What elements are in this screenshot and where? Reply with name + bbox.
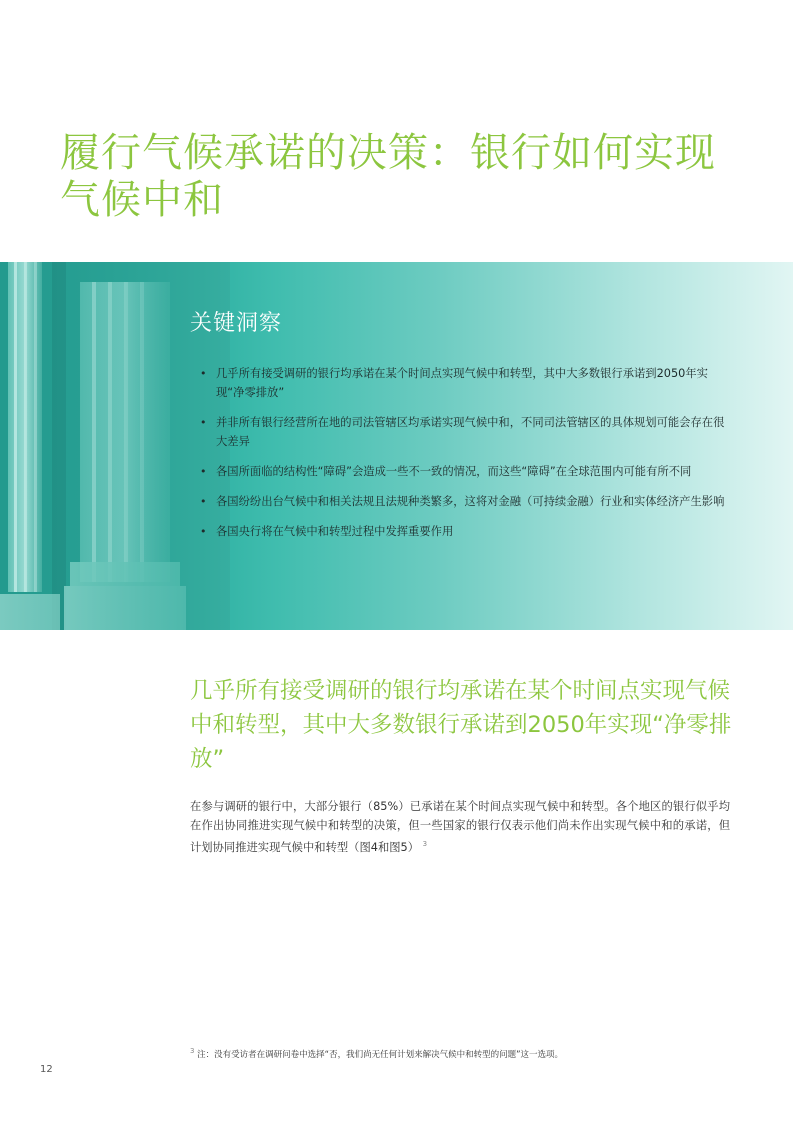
footnote-reference: 3 <box>422 840 428 848</box>
key-insights-panel <box>0 262 793 630</box>
bullet-icon: • <box>200 367 207 380</box>
page-title: 履行气候承诺的决策：银行如何实现气候中和 <box>60 130 716 223</box>
key-insights-title: 关键洞察 <box>190 311 283 336</box>
footnote-marker: 3 <box>190 1047 195 1055</box>
page-number: 12 <box>40 1064 53 1075</box>
key-insights-list <box>200 364 730 552</box>
bullet-icon: • <box>200 525 207 538</box>
bullet-icon: • <box>200 465 207 478</box>
section-heading: 几乎所有接受调研的银行均承诺在某个时间点实现气候中和转型，其中大多数银行承诺到2050年实现“净零排放” <box>190 678 732 772</box>
list-item: • 各国纷纷出台气候中和相关法规且法规种类繁多，这将对金融（可持续金融）行业和实体经济产生影响 <box>200 492 730 511</box>
list-item: • 并非所有银行经营所在地的司法管辖区均承诺实现气候中和，不同司法管辖区的具体规划可能会存在很大差异 <box>200 413 730 451</box>
list-item: • 各国所面临的结构性“障碍”会造成一些不一致的情况，而这些“障碍”在全球范围内可能有所不同 <box>200 462 730 481</box>
bullet-icon: • <box>200 495 207 508</box>
body-paragraph: 在参与调研的银行中，大部分银行（85%）已承诺在某个时间点实现气候中和转型。各个地区的银行似乎均在作出协同推进实现气候中和转型的决策，但一些国家的银行仅表示他们尚未作出实现气候中和的承诺，但计划协同推进实现气候中和转型（图4和图5） $^3$ <box>190 800 730 854</box>
list-item: • 几乎所有接受调研的银行均承诺在某个时间点实现气候中和转型，其中大多数银行承诺到2050年实现“净零排放” <box>200 364 730 402</box>
list-item: • 各国央行将在气候中和转型过程中发挥重要作用 <box>200 522 730 541</box>
footnote: $^3$ 注：没有受访者在调研问卷中选择“否，我们尚无任何计划来解决气候中和转型的问题”这一选项。 <box>190 1047 563 1060</box>
bullet-icon: • <box>200 416 207 429</box>
